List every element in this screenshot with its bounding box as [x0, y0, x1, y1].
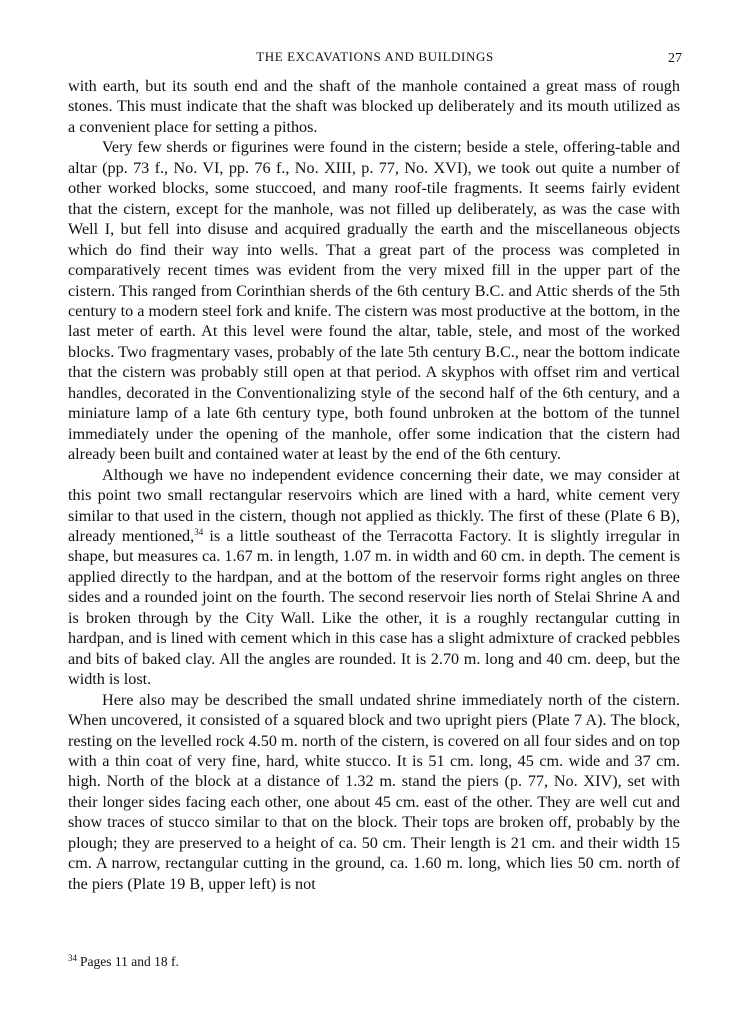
paragraph-shrine [68, 690, 680, 895]
body-text [68, 76, 680, 894]
paragraph-text: with earth, but its south end and the shaft of the manhole contained a great mass of rough stones. This must indicate that the shaft was blocked up deliberately and its mouth utilized as a convenient place for setting a pithos. [68, 77, 680, 136]
footnote-text: Pages 11 and 18 f. [80, 954, 179, 969]
footnote-marker: 34 [68, 953, 77, 963]
running-head [68, 49, 682, 67]
footnote-reference: 34 [194, 526, 204, 537]
running-title: THE EXCAVATIONS AND BUILDINGS [256, 49, 494, 64]
paragraph-text: Although we have no independent evidence concerning their date, we may consider at this point two small rectangular reservoirs which are lined with a hard, white cement very similar to that used in the cistern, though not applied as thickly. The first of these (Plate 6 B), already mentioned, [68, 465, 680, 545]
paragraph-text: is a little southeast of the Terracotta Factory. It is slightly irregular in shape, but measures ca. 1.67 m. in length, 1.07 m. in width and 60 cm. in depth. The cement is applied directly to the hardpan, and at the bottom of the reservoir forms right angles on three sides and a rounded joint on the fourth. The second reservoir lies north of Stelai Shrine A and is broken through by the City Wall. Like the other, it is a roughly rectangular cutting in hardpan, and is lined with cement which in this case has a slight admixture of cracked pebbles and bits of baked clay. All the angles are rounded. It is 2.70 m. long and 40 cm. deep, but the width is lost. [68, 526, 681, 689]
paragraph-continued [68, 76, 680, 137]
paragraph-text: Very few sherds or figurines were found in the cistern; beside a stele, offering-table and altar (pp. 73 f., No. VI, pp. 76 f., No. XIII, p. 77, No. XVI), we took out quite a number of other worked blocks, some stuccoed, and many roof-tile fragments. It seems fairly evident that the cistern, except for the manhole, was not filled up deliberately, as was the case with Well I, but fell into disuse and acquired gradually the earth and the miscellaneous objects which do find their way into wells. That a great part of the process was completed in comparatively recent times was evident from the very mixed fill in the upper part of the cistern. This ranged from Corinthian sherds of the 6th century B.C. and Attic sherds of the 5th century to a modern steel fork and knife. The cistern was most productive at the bottom, in the last meter of earth. At this level were found the altar, table, stele, and most of the worked blocks. Two fragmentary vases, probably of the late 5th century B.C., near the bottom indicate that the cistern was probably still open at that period. A skyphos with offset rim and vertical handles, decorated in the Conventionalizing style of the second half of the 6th century, and a miniature lamp of a late 6th century type, both found unbroken at the bottom of the tunnel immediately under the opening of the manhole, offer some indication that the cistern had already been built and contained water at least by the end of the 6th century. [68, 138, 680, 464]
page-number: 27 [668, 51, 682, 66]
paragraph-reservoirs [68, 465, 680, 690]
paragraph-cistern-finds [68, 137, 680, 464]
footnote [68, 950, 680, 970]
paragraph-text: Here also may be described the small undated shrine immediately north of the cistern. When uncovered, it consisted of a squared block and two upright piers (Plate 7 A). The block, resting on the levelled rock 4.50 m. north of the cistern, is covered on all four sides and on top with a thin coat of very fine, hard, white stucco. It is 51 cm. long, 45 cm. wide and 37 cm. high. North of the block at a distance of 1.32 m. stand the piers (p. 77, No. XIV), set with their longer sides facing each other, one about 45 cm. east of the other. They are well cut and show traces of stucco similar to that on the block. Their tops are broken off, probably by the plough; they are preserved to a height of ca. 50 cm. Their length is 21 cm. and their width 15 cm. A narrow, rectangular cutting in the ground, ca. 1.60 m. long, which lies 50 cm. north of the piers (Plate 19 B, upper left) is not [68, 690, 680, 893]
